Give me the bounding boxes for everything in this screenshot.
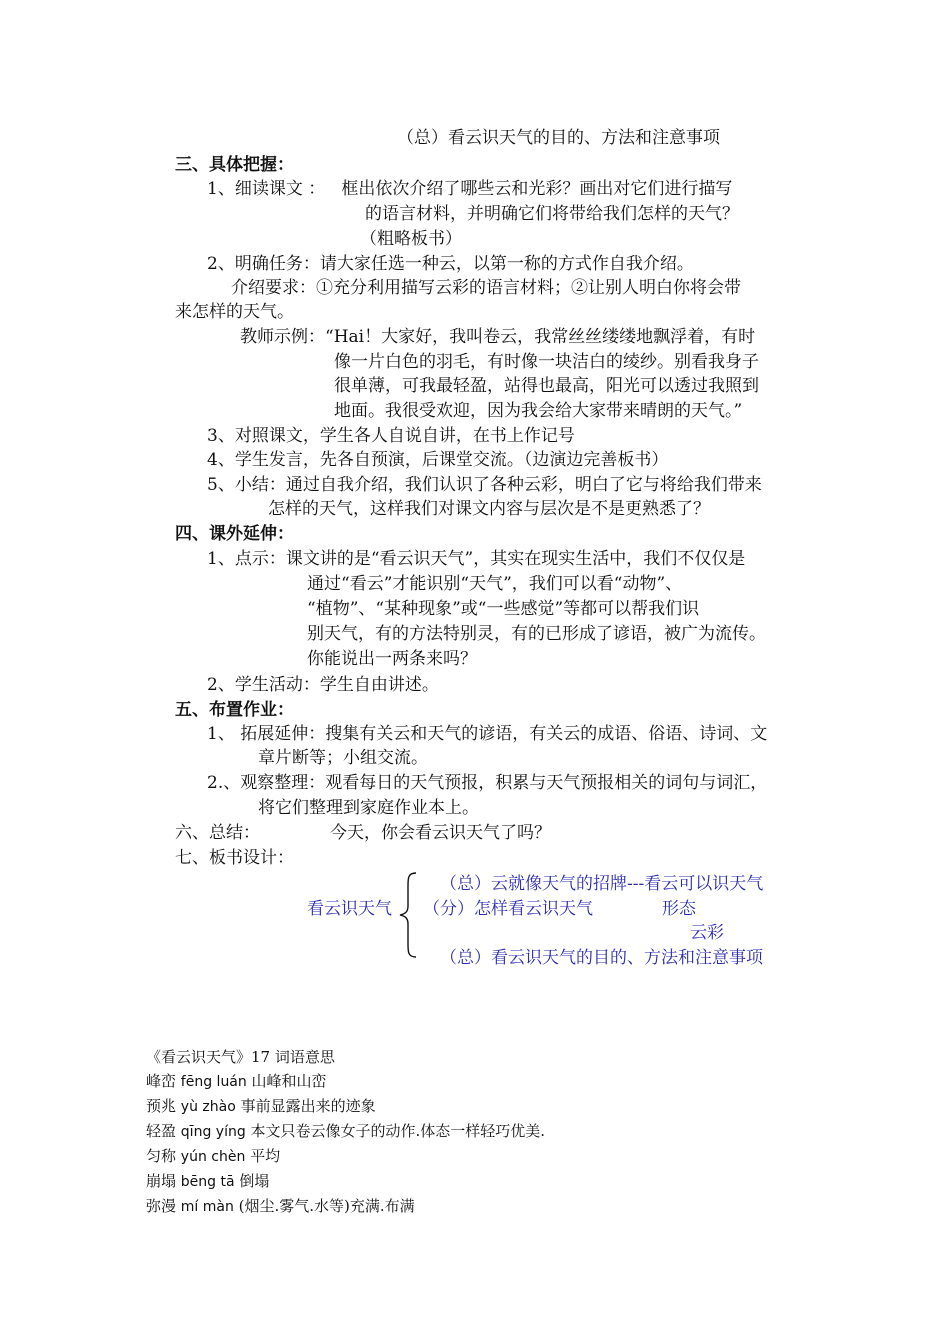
vocab-pinyin: yún chèn <box>180 1149 246 1165</box>
board-line-parts: （分）怎样看云识天气 <box>423 899 593 919</box>
section3-item1-line3: （粗略板书） <box>360 229 462 249</box>
vocab-title: 《看云识天气》17 词语意思 <box>146 1048 335 1066</box>
section3-example-line3: 很单薄，可我最轻盈，站得也最高，阳光可以透过我照到 <box>334 376 759 396</box>
board-line-color: 云彩 <box>690 923 724 943</box>
section3-item3: 3、对照课文，学生各人自说自讲，在书上作记号 <box>207 426 575 446</box>
vocab-meaning: 倒塌 <box>239 1172 270 1190</box>
vocab-pinyin: mí màn <box>180 1199 234 1215</box>
vocab-pinyin: fēng luán <box>180 1074 247 1090</box>
vocab-item <box>146 1170 269 1193</box>
section5-heading: 五、布置作业： <box>175 700 294 720</box>
section3-example-line1: 教师示例：“Hai！大家好，我叫卷云，我常丝丝缕缕地飘浮着，有时 <box>240 327 756 347</box>
section3-heading: 三、具体把握： <box>175 155 294 175</box>
vocab-word: 匀称 <box>146 1147 177 1165</box>
section4-item1-line5: 你能说出一两条来吗？ <box>307 649 477 669</box>
section4-item1-line1: 1、点示：课文讲的是“看云识天气”，其实在现实生活中，我们不仅仅是 <box>207 549 746 569</box>
section6-text: 今天，你会看云识天气了吗？ <box>330 823 551 843</box>
vocab-word: 弥漫 <box>146 1197 177 1215</box>
section4-item1-line3: “植物”、“某种现象”或“一些感觉”等都可以帮我们识 <box>307 599 700 619</box>
vocab-item <box>146 1070 327 1093</box>
board-line-total-2: （总）看云识天气的目的、方法和注意事项 <box>440 948 763 968</box>
section3-example-line2: 像一片白色的羽毛，有时像一块洁白的绫纱。别看我身子 <box>334 352 759 372</box>
vocab-meaning: (烟尘.雾气.水等)充满.布满 <box>238 1197 415 1215</box>
section3-item5-line2: 怎样的天气，这样我们对课文内容与层次是不是更熟悉了？ <box>268 499 710 519</box>
vocab-item <box>146 1195 415 1218</box>
section3-item1-line1: 1、细读课文 ： 框出依次介绍了哪些云和光彩？画出对它们进行描写 <box>207 179 733 199</box>
vocab-pinyin: yù zhào <box>180 1099 236 1115</box>
section4-item1-line2: 通过“看云”才能识别“天气”，我们可以看“动物”、 <box>307 574 683 594</box>
vocab-meaning: 事前显露出来的迹象 <box>240 1097 376 1115</box>
board-title: 看云识天气 <box>307 899 392 919</box>
section4-item2: 2、学生活动：学生自由讲述。 <box>207 675 439 695</box>
section5-item1-line1: 1、 拓展延伸：搜集有关云和天气的谚语，有关云的成语、俗语、诗词、文 <box>207 724 768 744</box>
section4-heading: 四、课外延伸： <box>175 524 294 544</box>
section5-item1-line2: 章片断等；小组交流。 <box>258 748 428 768</box>
section6-label: 六、总结： <box>175 823 260 843</box>
section7-label: 七、板书设计： <box>175 848 294 868</box>
vocab-item <box>146 1120 545 1143</box>
section5-item2-line1: 2.、观察整理：观看每日的天气预报，积累与天气预报相关的词句与词汇， <box>207 773 768 793</box>
top-line: （总）看云识天气的目的、方法和注意事项 <box>397 128 720 148</box>
section3-requirement-line1: 介绍要求：①充分利用描写云彩的语言材料；②让别人明白你将会带 <box>231 278 741 298</box>
board-line-total-1: （总）云就像天气的招牌---看云可以识天气 <box>440 874 764 894</box>
vocab-pinyin: bēng tā <box>180 1174 235 1190</box>
vocab-word: 峰峦 <box>146 1072 177 1090</box>
vocab-meaning: 本文只卷云像女子的动作.体态一样轻巧优美. <box>250 1122 546 1140</box>
section3-item2: 2、明确任务：请大家任选一种云，以第一称的方式作自我介绍。 <box>207 254 694 274</box>
section3-example-line4: 地面。我很受欢迎，因为我会给大家带来晴朗的天气。” <box>334 401 743 421</box>
vocab-meaning: 山峰和山峦 <box>251 1072 327 1090</box>
board-line-form: 形态 <box>662 899 696 919</box>
vocab-meaning: 平均 <box>250 1147 281 1165</box>
vocab-word: 崩塌 <box>146 1172 177 1190</box>
section3-item4: 4、学生发言，先各自预演，后课堂交流。（边演边完善板书） <box>207 450 669 470</box>
vocab-word: 预兆 <box>146 1097 177 1115</box>
vocab-item <box>146 1095 376 1118</box>
section5-item2-line2: 将它们整理到家庭作业本上。 <box>258 798 479 818</box>
section3-item1-line2: 的语言材料，并明确它们将带给我们怎样的天气？ <box>365 204 739 224</box>
vocab-word: 轻盈 <box>146 1122 177 1140</box>
vocab-item <box>146 1145 280 1168</box>
section4-item1-line4: 别天气，有的方法特别灵，有的已形成了谚语，被广为流传。 <box>307 624 766 644</box>
vocab-pinyin: qīng yíng <box>180 1124 246 1140</box>
section3-requirement-line2: 来怎样的天气。 <box>175 302 294 322</box>
section3-item5-line1: 5、小结：通过自我介绍，我们认识了各种云彩，明白了它与将给我们带来 <box>207 475 762 495</box>
curly-brace-icon <box>396 870 420 960</box>
